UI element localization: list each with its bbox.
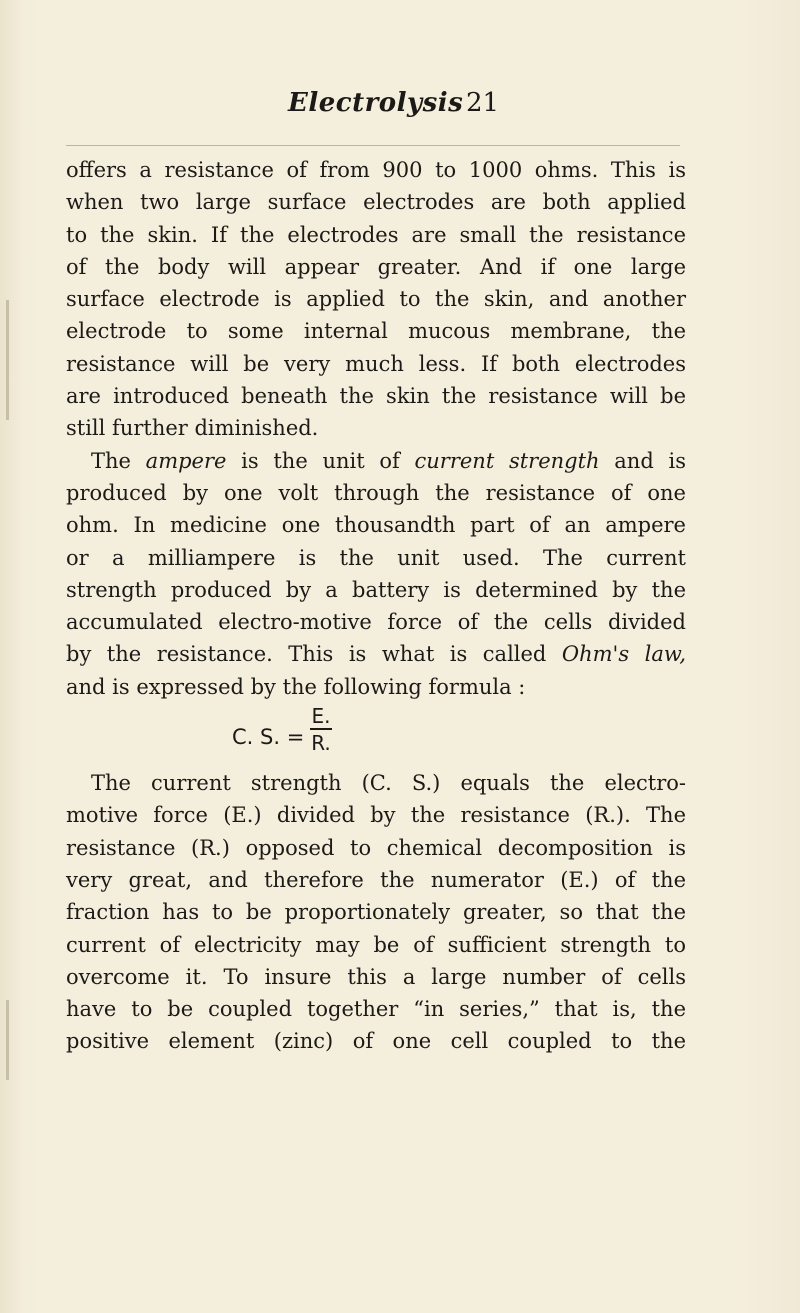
italic-term: Ohm's law,: [561, 642, 686, 667]
text-line: current of electricity may be of sufficient strength to: [66, 932, 686, 957]
text-line: accumulated electro-motive force of the cells divided: [66, 610, 686, 635]
text-line: produced by one volt through the resistance of one: [66, 480, 686, 505]
text-line: offers a resistance of from 900 to 1000 ohms. This is: [66, 158, 686, 182]
running-title: Electrolysis: [288, 88, 464, 118]
page-edge-shadow: [6, 1000, 9, 1080]
text-line: of the body will appear greater. And if one large: [66, 254, 686, 279]
page-number: 21: [466, 88, 500, 118]
text-line: [66, 638, 686, 670]
text-run: is the unit of: [226, 448, 415, 473]
header-rule: [66, 145, 680, 146]
text-run: The: [91, 448, 146, 473]
text-line: are introduced beneath the skin the resistance will be: [66, 384, 686, 409]
text-line: surface electrode is applied to the skin, and another: [66, 287, 686, 312]
page-header: [288, 88, 688, 128]
text-line: very great, and therefore the numerator (E.) of the: [66, 867, 686, 892]
text-line: ohm. In medicine one thousandth part of an ampere: [66, 513, 686, 538]
formula-lhs: C. S. =: [232, 725, 305, 750]
text-line: resistance will be very much less. If both electrodes: [66, 351, 686, 376]
text-line: when two large surface electrodes are both applied: [66, 190, 686, 215]
text-line: electrode to some internal mucous membrane, the: [66, 319, 686, 344]
text-run: and is: [599, 448, 686, 473]
ohms-law-formula: [66, 703, 686, 767]
italic-term: ampere: [145, 448, 227, 473]
text-line: have to be coupled together “in series,” that is, the: [66, 997, 686, 1022]
text-line: or a milliampere is the unit used. The current: [66, 545, 686, 570]
text-line: fraction has to be proportionately greater, so that the: [66, 900, 686, 925]
body-text: [66, 154, 686, 1058]
text-line: positive element (zinc) of one cell coupled to the: [66, 1029, 686, 1054]
formula-denominator: R.: [311, 731, 331, 756]
formula-numerator: E.: [311, 704, 331, 729]
text-line: to the skin. If the electrodes are small the resistance: [66, 222, 686, 247]
text-line: still further diminished.: [66, 416, 319, 441]
text-line: overcome it. To insure this a large number of cells: [66, 964, 686, 989]
text-run: by the resistance. This is what is called: [66, 642, 562, 667]
text-line: and is expressed by the following formula :: [66, 674, 526, 699]
text-line: resistance (R.) opposed to chemical decomposition is: [66, 835, 686, 860]
page-edge-shadow: [6, 300, 9, 420]
italic-term: current strength: [414, 448, 600, 473]
fraction-bar: [310, 728, 332, 730]
text-line: [66, 445, 686, 477]
text-line: strength produced by a battery is determined by the: [66, 577, 686, 602]
text-line: motive force (E.) divided by the resistance (R.). The: [66, 803, 686, 828]
text-line: The current strength (C. S.) equals the electro-: [91, 771, 686, 796]
formula-fraction: [310, 705, 332, 754]
